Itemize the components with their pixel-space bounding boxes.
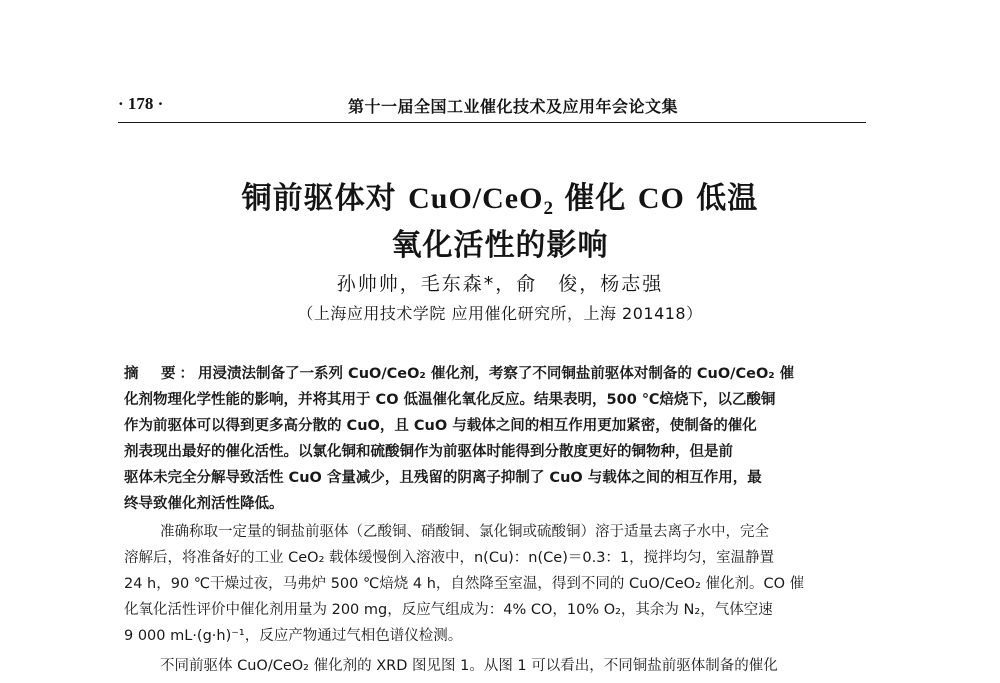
journal-title: 第十一届全国工业催化技术及应用年会论文集 <box>348 97 679 116</box>
paper-title-line-1 <box>0 173 1000 220</box>
title-co: CO <box>637 182 685 215</box>
abstract-label: 摘 要： <box>124 366 198 382</box>
abstract-line: 剂表现出最好的催化活性。以氯化铜和硫酸铜作为前驱体时能得到分散度更好的铜物种，但是前 <box>124 444 733 460</box>
abstract-line: 化剂物理化学性能的影响，并将其用于 CO 低温催化氧化反应。结果表明，500 ℃焙烧下，以乙酸铜 <box>124 392 776 408</box>
body-line: 9 000 mL·(g·h)⁻¹，反应产物通过气相色谱仪检测。 <box>124 628 463 644</box>
body-line: 准确称取一定量的铜盐前驱体（乙酸铜、硝酸铜、氯化铜或硫酸铜）溶于适量去离子水中，完全 <box>160 524 769 540</box>
title-text-c: 低温 <box>684 181 759 216</box>
author-list: 孙帅帅，毛东森*，俞 俊，杨志强 <box>336 273 664 295</box>
header-rule <box>118 122 866 123</box>
body-line: 24 h，90 ℃干燥过夜，马弗炉 500 ℃焙烧 4 h，自然降至室温，得到不同的 CuO/CeO₂ 催化剂。CO 催 <box>124 576 805 592</box>
title-text-a: 铜前驱体对 <box>241 181 409 216</box>
abstract-line: 作为前驱体可以得到更多高分散的 CuO，且 CuO 与载体之间的相互作用更加紧密，使制备的催化 <box>124 418 757 434</box>
abstract-line: 驱体未完全分解导致活性 CuO 含量减少，且残留的阴离子抑制了 CuO 与载体之间的相互作用，最 <box>124 470 762 486</box>
abstract-line: 摘 要：用浸渍法制备了一系列 CuO/CeO₂ 催化剂，考察了不同铜盐前驱体对制备的 CuO/CeO₂ 催 <box>124 366 795 382</box>
body-line: 不同前驱体 CuO/CeO₂ 催化剂的 XRD 图见图 1。从图 1 可以看出，不同铜盐前驱体制备的催化 <box>160 658 778 674</box>
body-line: 化氧化活性评价中催化剂用量为 200 mg，反应气组成为：4% CO，10% O₂，其余为 N₂，气体空速 <box>124 602 773 618</box>
body-line: 溶解后，将准备好的工业 CeO₂ 载体缓慢倒入溶液中，n(Cu)：n(Ce)＝0.3：1，搅拌均匀，室温静置 <box>124 550 775 566</box>
title-formula: CuO/CeO <box>408 182 544 215</box>
running-header <box>118 92 908 118</box>
page-number: · 178 · <box>118 94 164 113</box>
abstract-line: 终导致催化剂活性降低。 <box>124 496 284 512</box>
title-subscript: 2 <box>543 198 553 219</box>
title-text-b: 催化 <box>552 181 638 216</box>
affiliation: （上海应用技术学院 应用催化研究所，上海 201418） <box>297 304 703 323</box>
paper-title-line-2: 氧化活性的影响 <box>391 228 609 263</box>
